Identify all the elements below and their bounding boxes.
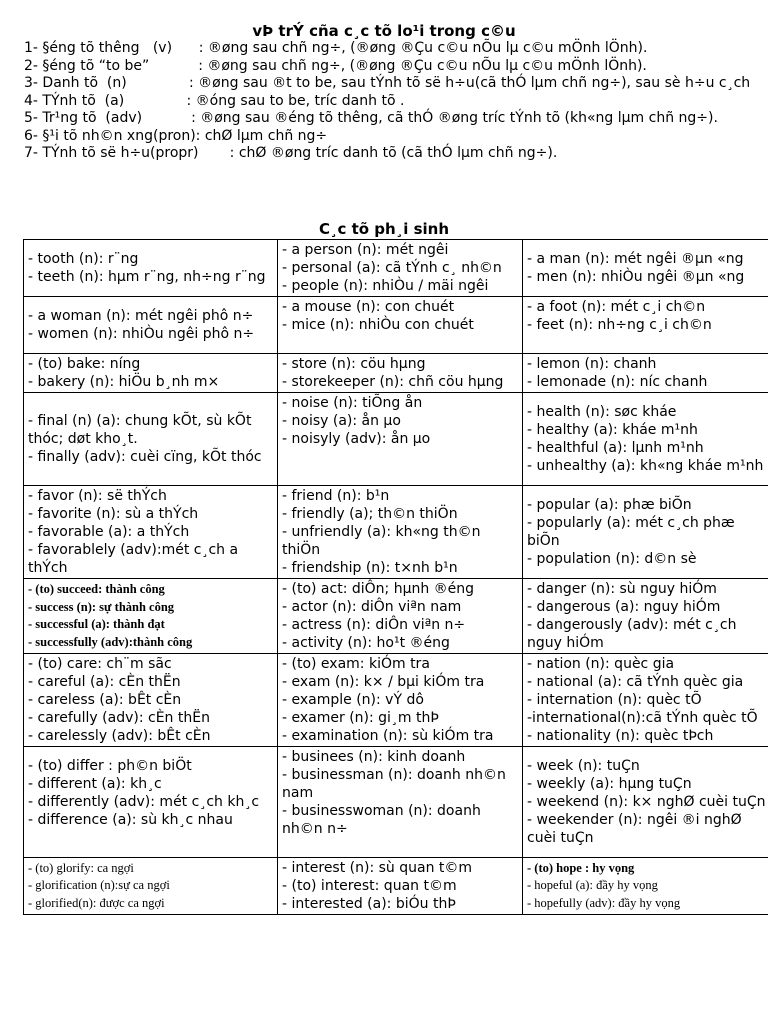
table-cell [523, 747, 768, 858]
word-entry: - hopeful (a): đầy hy vọng [527, 878, 658, 893]
word-entry: - actor (n): diÔn viªn nam [282, 599, 462, 615]
word-entry: - businees (n): kinh doanh [282, 749, 466, 765]
table-row [24, 747, 768, 858]
word-entry: - lemonade (n): níc chanh [527, 374, 708, 390]
word-entry: - noisy (a): ån µo [282, 413, 401, 429]
table-cell [24, 240, 278, 297]
rule-adverb: 5- Tr¹ng tõ (adv) : ®øng sau ®éng tõ thêng, cã thÓ ®øng tríc tÝnh tõ (kh«ng lµm chñ ng÷). [24, 110, 718, 126]
table-row [24, 240, 768, 297]
word-entry: - example (n): vÝ dô [282, 692, 424, 708]
word-entry: - internation (n): quèc tÕ [527, 692, 702, 708]
word-entry [527, 334, 768, 352]
word-entry: - women (n): nhiÒu ngêi phô n÷ [28, 326, 255, 342]
word-entry: - noisyly (adv): ån µo [282, 431, 431, 447]
word-entry: - examer (n): gi¸m thÞ [282, 710, 439, 726]
word-entry: - (to) act: diÔn; hµnh ®éng [282, 581, 475, 597]
table-cell [24, 297, 278, 354]
word-entry [282, 466, 518, 484]
word-entry: - unfriendly (a): kh«ng th©n thiÖn [282, 524, 481, 558]
word-entry [282, 448, 518, 466]
table-row [24, 393, 768, 486]
table-row [24, 858, 768, 915]
word-entry: - successfully (adv):thành công [28, 634, 193, 649]
table-cell [278, 747, 523, 858]
word-entry: - (to) care: ch¨m sãc [28, 656, 172, 672]
rule-possessive: 7- TÝnh tõ së h÷u(propr) : chØ ®øng tríc danh tõ (cã thÓ lµm chñ ng÷). [24, 145, 558, 161]
word-entry: - mice (n): nhiÒu con chuét [282, 317, 474, 333]
word-entry: - (to) hope : hy vọng [527, 860, 635, 875]
word-entry: - carelessly (adv): bÊt cÈn [28, 728, 211, 744]
word-entry: - favor (n): së thÝch [28, 488, 167, 504]
table-cell [278, 297, 523, 354]
word-entry: - success (n): sự thành công [28, 599, 175, 614]
word-entry: - businesswoman (n): doanh nh©n n÷ [282, 803, 481, 837]
word-entry: - national (a): cã tÝnh quèc gia [527, 674, 744, 690]
table-cell [278, 240, 523, 297]
rule-noun: 3- Danh tõ (n) : ®øng sau ®t to be, sau tÝnh tõ së h÷u(cã thÓ lµm chñ ng÷), sau sè h÷u c¸ch [24, 75, 751, 91]
word-entry: - dangerous (a): nguy hiÓm [527, 599, 721, 615]
word-entry: - population (n): d©n sè [527, 551, 697, 567]
word-entry: - activity (n): ho¹t ®éng [282, 635, 450, 651]
table-cell [523, 654, 768, 747]
table-cell [278, 354, 523, 393]
word-entry: - healthy (a): kháe m¹nh [527, 422, 698, 438]
word-entry: - careless (a): bÊt cÈn [28, 692, 182, 708]
word-entry: - storekeeper (n): chñ cöu hµng [282, 374, 504, 390]
word-entry: - personal (a): cã tÝnh c¸ nh©n [282, 260, 502, 276]
word-entry: - weekly (a): hµng tuÇn [527, 776, 692, 792]
word-entry: - a mouse (n): con chuét [282, 299, 455, 315]
word-entry: - (to) interest: quan t©m [282, 878, 457, 894]
table-cell [523, 240, 768, 297]
word-entry: - friendship (n): t×nh b¹n [282, 560, 458, 576]
word-entry: - (to) differ : ph©n biÖt [28, 758, 192, 774]
table-row [24, 579, 768, 654]
table-cell [278, 486, 523, 579]
word-entry: - weekender (n): ngêi ®i nghØ cuèi tuÇn [527, 812, 742, 846]
word-entry: - (to) succeed: thành công [28, 582, 165, 596]
word-entry: - nation (n): quèc gia [527, 656, 675, 672]
word-entry: - healthful (a): lµnh m¹nh [527, 440, 704, 456]
word-entry: - week (n): tuÇn [527, 758, 640, 774]
word-entry: - friendly (a); th©n thiÖn [282, 506, 458, 522]
word-entry: - people (n): nhiÒu / mäi ngêi [282, 278, 489, 294]
derived-words-table [23, 239, 768, 915]
word-entry: - interest (n): sù quan t©m [282, 860, 473, 876]
table-cell [523, 297, 768, 354]
rule-verb: 1- §éng tõ thêng (v) : ®øng sau chñ ng÷, (®øng ®Çu c©u nÕu lµ c©u mÖnh lÖnh). [24, 40, 648, 56]
table-cell [278, 858, 523, 915]
table-cell [278, 579, 523, 654]
word-entry: - businessman (n): doanh nh©n nam [282, 767, 506, 801]
word-entry: - careful (a): cÈn thËn [28, 674, 181, 690]
word-entry: - favorablely (adv):mét c¸ch a thÝch [28, 542, 239, 576]
word-entry: - different (a): kh¸c [28, 776, 162, 792]
word-entry: - glorified(n): được ca ngợi [28, 895, 165, 910]
word-entry: - hopefully (adv): đầy hy vọng [527, 895, 681, 910]
word-entry: - (to) bake: níng [28, 356, 141, 372]
word-entry: - popular (a): phæ biÕn [527, 497, 692, 513]
table-row [24, 354, 768, 393]
word-entry: - friend (n): b¹n [282, 488, 390, 504]
word-entry: - successful (a): thành đạt [28, 617, 165, 631]
section-subtitle: C¸c tõ ph¸i sinh [318, 220, 450, 238]
word-entry [282, 838, 518, 856]
table-cell [278, 654, 523, 747]
word-entry: - weekend (n): k× nghØ cuèi tuÇn [527, 794, 766, 810]
table-cell [523, 354, 768, 393]
word-entry: - nationality (n): quèc tÞch [527, 728, 714, 744]
word-entry: - favorite (n): sù a thÝch [28, 506, 199, 522]
word-entry: - popularly (a): mét c¸ch phæ biÕn [527, 515, 735, 549]
table-cell [24, 579, 278, 654]
table-cell [523, 579, 768, 654]
word-entry: - men (n): nhiÒu ngêi ®µn «ng [527, 269, 745, 285]
word-entry: - store (n): cöu hµng [282, 356, 426, 372]
table-cell [24, 747, 278, 858]
word-entry: - a foot (n): mét c¸i ch©n [527, 299, 706, 315]
table-cell [523, 393, 768, 486]
word-entry [282, 334, 518, 352]
word-entry: - examination (n): sù kiÓm tra [282, 728, 494, 744]
word-entry: - actress (n): diÔn viªn n÷ [282, 617, 466, 633]
rule-to-be: 2- §éng tõ “to be” : ®øng sau chñ ng÷, (®øng ®Çu c©u nÕu lµ c©u mÖnh lÖnh). [24, 57, 647, 74]
table-cell [24, 858, 278, 915]
word-entry: - a person (n): mét ngêi [282, 242, 449, 258]
word-entry: - differently (adv): mét c¸ch kh¸c [28, 794, 260, 810]
word-entry [28, 829, 273, 847]
table-row [24, 297, 768, 354]
word-entry: - a woman (n): mét ngêi phô n÷ [28, 308, 254, 324]
table-row [24, 486, 768, 579]
word-entry: - (to) glorify: ca ngợi [28, 860, 134, 875]
word-entry: - feet (n): nh÷ng c¸i ch©n [527, 317, 712, 333]
table-cell [523, 858, 768, 915]
page-title: vÞ trÝ cña c¸c tõ lo¹i trong c©u [252, 22, 516, 40]
word-entry: - lemon (n): chanh [527, 356, 657, 372]
word-entry: - (to) exam: kiÓm tra [282, 656, 430, 672]
word-entry: - teeth (n): hµm r¨ng, nh÷ng r¨ng [28, 269, 266, 285]
word-entry: - final (n) (a): chung kÕt, sù kÕt thóc; døt kho¸t. [28, 413, 252, 447]
word-entry: - danger (n): sù nguy hiÓm [527, 581, 717, 597]
word-entry: - health (n): søc kháe [527, 404, 677, 420]
word-entry: - unhealthy (a): kh«ng kháe m¹nh [527, 458, 764, 474]
table-cell [523, 486, 768, 579]
word-entry: - glorification (n):sự ca ngợi [28, 878, 170, 893]
word-entry: - bakery (n): hiÖu b¸nh m× [28, 374, 220, 390]
table-cell [24, 654, 278, 747]
table-cell [24, 393, 278, 486]
rule-adjective: 4- TÝnh tõ (a) : ®óng sau to be, tríc danh tõ . [24, 92, 405, 109]
word-position-rules [24, 40, 754, 163]
table-row [24, 654, 768, 747]
word-entry: - finally (adv): cuèi cïng, kÕt thóc [28, 449, 262, 465]
word-entry: - noise (n): tiÕng ån [282, 395, 423, 411]
rule-pronoun: 6- §¹i tõ nh©n xng(pron): chØ lµm chñ ng÷ [24, 127, 328, 144]
word-entry: -international(n):cã tÝnh quèc tÕ [527, 710, 758, 726]
table-cell [278, 393, 523, 486]
word-entry: - exam (n): k× / bµi kiÓm tra [282, 674, 485, 690]
table-cell [24, 486, 278, 579]
table-cell [24, 354, 278, 393]
word-entry: - interested (a): biÓu thÞ [282, 896, 456, 912]
word-entry: - dangerously (adv): mét c¸ch nguy hiÓm [527, 617, 737, 651]
word-entry: - difference (a): sù kh¸c nhau [28, 812, 233, 828]
word-entry: - favorable (a): a thÝch [28, 524, 190, 540]
word-entry: - a man (n): mét ngêi ®µn «ng [527, 251, 744, 267]
word-entry: - carefully (adv): cÈn thËn [28, 710, 210, 726]
word-entry: - tooth (n): r¨ng [28, 251, 139, 267]
